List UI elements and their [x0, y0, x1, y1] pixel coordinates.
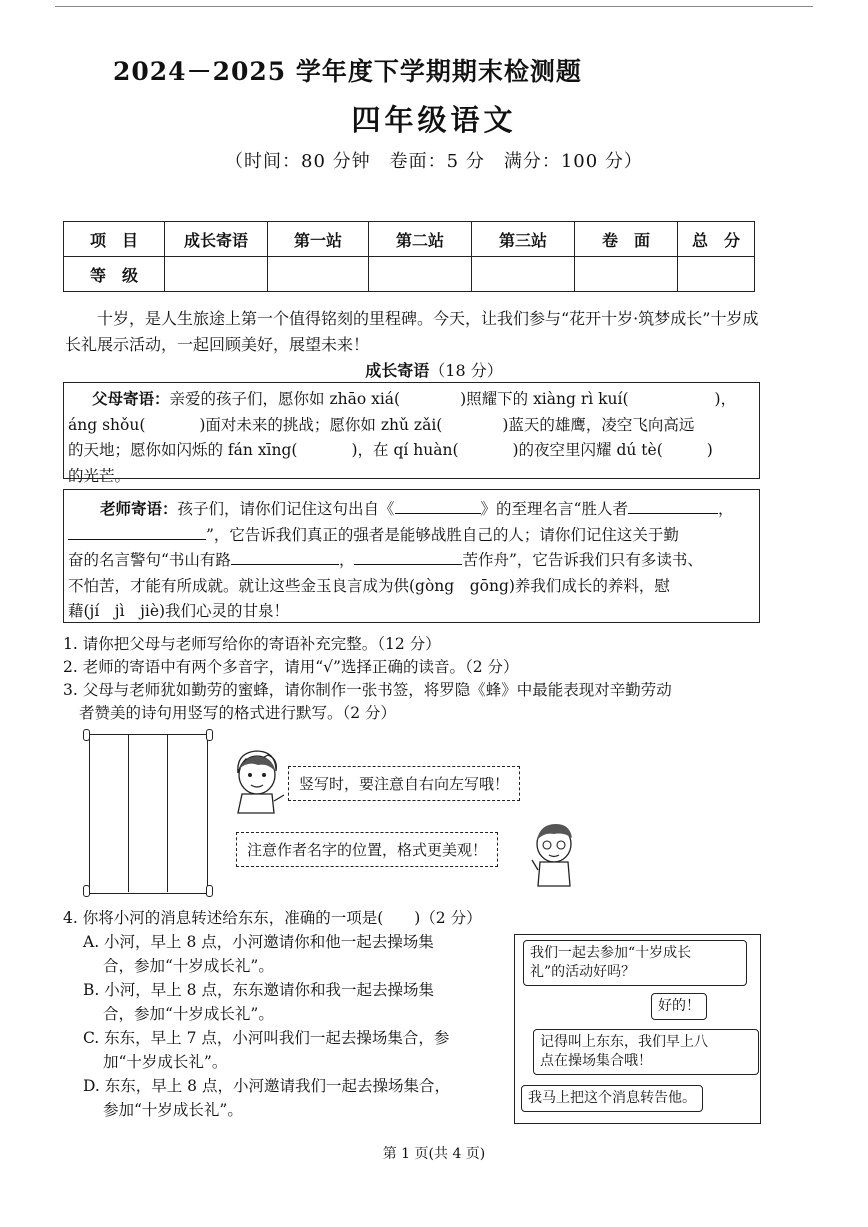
parent-label: 父母寄语：	[92, 389, 170, 408]
top-rule	[55, 6, 813, 7]
option-c-cont: 加“十岁成长礼”。	[103, 1053, 228, 1071]
bookmark-column[interactable]	[92, 737, 126, 890]
grade-input-cell[interactable]	[575, 257, 678, 292]
grade-cell: 成长寄语	[165, 222, 268, 257]
text: 的光芒。	[68, 466, 131, 485]
grade-row-label: 等 级	[64, 257, 165, 292]
question-4-stem: 4. 你将小河的消息转述给东东，准确的一项是( )（2 分）	[63, 909, 482, 927]
questions-1-3	[63, 633, 763, 725]
text: )，在 qí huàn(	[351, 441, 459, 459]
parent-message-box	[63, 382, 760, 485]
text: 藉(jí jì jiè)我们心灵的甘泉！	[68, 602, 290, 620]
question-1: 1. 请你把父母与老师写给你的寄语补充完整。（12 分）	[63, 635, 441, 653]
grade-cell: 第二站	[369, 222, 472, 257]
grade-cell: 总 分	[678, 222, 755, 257]
answer-blank[interactable]	[395, 513, 481, 514]
question-2: 2. 老师的寄语中有两个多音字，请用“√”选择正确的读音。（2 分）	[63, 658, 519, 676]
option-b-cont: 合，参加“十岁成长礼”。	[103, 1005, 274, 1023]
text: )，	[714, 390, 737, 408]
grade-input-cell[interactable]	[268, 257, 369, 292]
text: )照耀下的 xiàng rì kuí(	[460, 390, 629, 408]
question-3: 3. 父母与老师犹如勤劳的蜜蜂，请你制作一张书签，将罗隐《蜂》中最能表现对辛勤劳动	[63, 681, 672, 699]
scroll-rod-icon	[83, 885, 90, 897]
answer-blank[interactable]	[68, 539, 206, 540]
question-4	[63, 906, 503, 1122]
grade-cell: 第一站	[268, 222, 369, 257]
grade-table-row	[64, 257, 755, 292]
chat-dialogue-box	[514, 934, 761, 1124]
answer-blank[interactable]	[628, 513, 718, 514]
grade-cell: 项 目	[64, 222, 165, 257]
text: )	[706, 441, 713, 459]
text: ，	[717, 500, 734, 518]
exam-title: 2024－2025 学年度下学期期末检测题	[113, 57, 582, 86]
option-a[interactable]: A. 小河，早上 8 点，小河邀请你和他一起去操场集	[83, 933, 434, 951]
grade-cell: 卷 面	[575, 222, 678, 257]
grade-input-cell[interactable]	[165, 257, 268, 292]
teacher-label: 老师寄语：	[100, 499, 178, 518]
text: 》的至理名言“胜人者	[480, 500, 628, 518]
intro-paragraph: 十岁，是人生旅途上第一个值得铭刻的里程碑。今天，让我们参与“花开十岁·筑梦成长”十岁成长礼展示活动，一起回顾美好，展望未来！	[65, 309, 759, 354]
chat-bubble-1	[523, 940, 747, 986]
exam-info: （时间：80 分钟 卷面：5 分 满分：100 分）	[225, 151, 643, 172]
grade-cell: 第三站	[472, 222, 575, 257]
boy-cartoon-icon	[228, 745, 286, 815]
bookmark-column[interactable]	[170, 737, 204, 890]
text: 孩子们，请你们记住这句出自《	[177, 500, 395, 518]
text: áng shǒu(	[68, 415, 146, 434]
grade-input-cell[interactable]	[472, 257, 575, 292]
text: 的天地；愿你如闪烁的 fán xīng(	[68, 441, 298, 459]
bookmark-column-divider	[128, 734, 129, 892]
text: 亲爱的孩子们，愿你如 zhāo xiá(	[169, 390, 401, 408]
section-name: 成长寄语	[365, 361, 430, 380]
tip-bubble-author-position: 注意作者名字的位置，格式更美观！	[236, 832, 498, 867]
text: ，	[338, 551, 355, 569]
section-heading	[0, 358, 868, 381]
answer-blank[interactable]	[231, 564, 339, 565]
scroll-rod-icon	[83, 729, 90, 741]
text: 奋的名言警句“书山有路	[68, 551, 231, 569]
option-d[interactable]: D. 东东，早上 8 点，小河邀请我们一起去操场集合，	[83, 1077, 450, 1095]
option-a-cont: 合，参加“十岁成长礼”。	[103, 957, 274, 975]
question-3-cont: 者赞美的诗句用竖写的格式进行默写。（2 分）	[79, 704, 397, 722]
scroll-rod-icon	[206, 729, 213, 741]
grade-table-header-row	[64, 222, 755, 257]
bookmark-column[interactable]	[131, 737, 165, 890]
text: 苦作舟”，它告诉我们只有多读书、	[462, 551, 703, 569]
chat-bubble-3	[533, 1029, 759, 1075]
section-score: （18 分）	[429, 361, 503, 380]
chat-bubble-2: 好的！	[651, 993, 707, 1020]
boy-cartoon-icon	[530, 818, 580, 888]
chat-bubble-4: 我马上把这个消息转告他。	[521, 1085, 703, 1112]
text: )的夜空里闪耀 dú tè(	[512, 441, 663, 459]
option-d-cont: 参加“十岁成长礼”。	[103, 1101, 243, 1119]
text: )面对未来的挑战；愿你如 zhǔ zǎi(	[199, 415, 443, 434]
option-c[interactable]: C. 东东，早上 7 点，小河叫我们一起去操场集合，参	[83, 1029, 450, 1047]
chat-text: 我们一起去参加“十岁成长	[530, 945, 692, 961]
grade-input-cell[interactable]	[369, 257, 472, 292]
grade-input-cell[interactable]	[678, 257, 755, 292]
scroll-rod-icon	[206, 885, 213, 897]
teacher-message-box	[63, 489, 760, 623]
chat-text: 礼”的活动好吗？	[530, 964, 636, 980]
grade-table	[63, 221, 755, 292]
tip-bubble-vertical-writing: 竖写时，要注意自右向左写哦！	[288, 766, 520, 801]
subject-title: 四年级语文	[351, 103, 517, 137]
page-footer: 第 1 页(共 4 页)	[382, 1146, 486, 1162]
text: )蓝天的雄鹰，凌空飞向高远	[502, 415, 695, 434]
bookmark-writing-area	[83, 729, 213, 897]
chat-text: 点在操场集合哦！	[540, 1053, 652, 1069]
text: ”，它告诉我们真正的强者是能够战胜自己的人；请你们记住这关于勤	[206, 525, 679, 544]
answer-blank[interactable]	[354, 564, 462, 565]
chat-text: 记得叫上东东，我们早上八	[540, 1034, 708, 1050]
bookmark-column-divider	[167, 734, 168, 892]
text: 不怕苦，才能有所成就。就让这些金玉良言成为供(gòng gōng)养我们成长的养料，慰	[68, 576, 670, 595]
option-b[interactable]: B. 小河，早上 8 点，东东邀请你和我一起去操场集	[83, 981, 434, 999]
